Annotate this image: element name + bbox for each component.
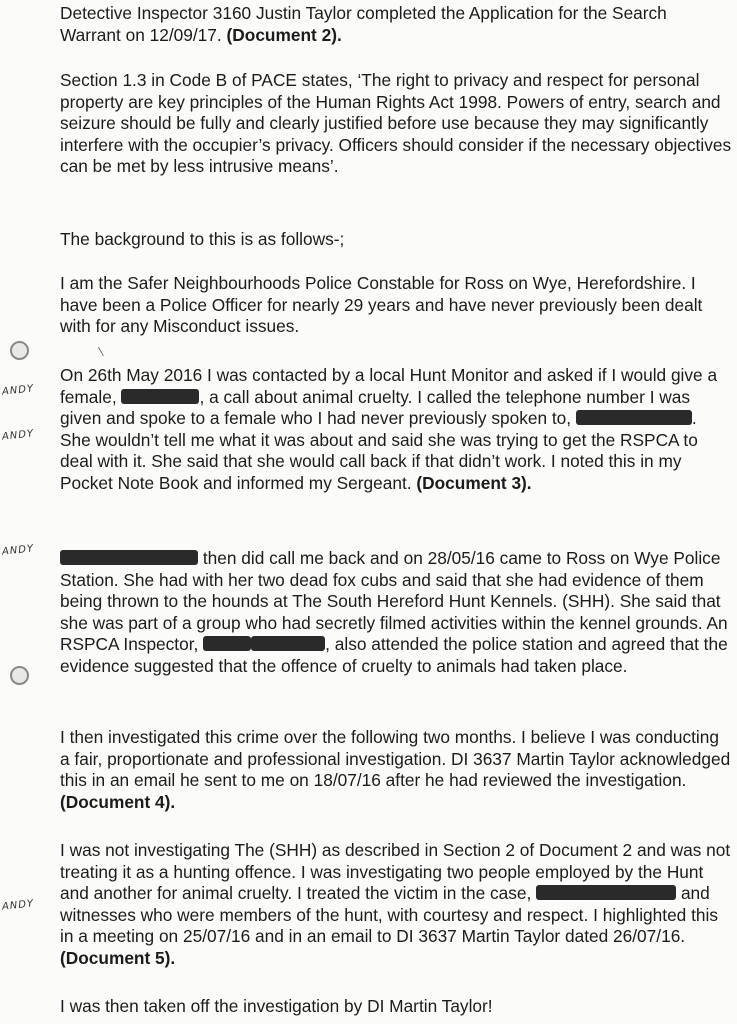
punch-hole-icon <box>10 666 29 685</box>
paragraph-text: , a call about animal cruelty. I called the telephone number I was given and spoke to a female who I had never previously spoken to, <box>60 386 691 428</box>
paragraph-taken-off <box>60 996 732 1018</box>
redaction-mark <box>576 410 692 425</box>
paragraph-text: . She wouldn’t tell me what it was about and said she was trying to get the RSPCA to deal with it. She said that she would call back if that didn’t work. I noted this in my Pocket Note Book and informed my Sergeant. <box>60 408 698 493</box>
paragraph-officer-intro <box>60 273 732 338</box>
document-reference: (Document 3). <box>416 472 532 493</box>
paragraph-text: On 26th May 2016 I was contacted by a local Hunt Monitor and asked if I would give a female, <box>60 365 718 407</box>
redaction-mark <box>203 636 251 651</box>
redaction-mark <box>536 885 676 900</box>
paragraph-text: I then investigated this crime over the following two months. I believe I was conducting a fair, proportionate and professional investigation. DI 3637 Martin Taylor acknowledged this in an email he sent to me on 18/07/16 after he had reviewed the investigation. <box>60 727 731 790</box>
paragraph-text: Section 1.3 in Code B of PACE states, ‘The right to privacy and respect for personal property are key principles of the Human Rights Act 1998. Powers of entry, search and seizure should be fully and clearly justified before use because they may significantly interfere with the occupier’s privacy. Officers should consider if the necessary objectives can be met by less intrusive means’. <box>60 70 732 176</box>
margin-annotation: ANDY <box>1 428 35 443</box>
margin-annotation: ANDY <box>1 383 35 398</box>
paragraph-investigation <box>60 727 732 813</box>
paragraph-text: then did call me back and on 28/05/16 came to Ross on Wye Police Station. She had with her two dead fox cubs and said that she had evidence of them being thrown to the hounds at The South Hereford Hunt Kennels. (SHH). She said that she was part of a group who had secretly filmed activities within the kennel grounds. An RSPCA Inspector, <box>60 548 728 654</box>
paragraph-text: The background to this is as follows-; <box>60 229 345 249</box>
paragraph-text: Detective Inspector 3160 Justin Taylor completed the Application for the Search Warrant on 12/09/17. <box>60 3 667 45</box>
margin-annotation: ANDY <box>1 543 35 558</box>
redaction-mark <box>251 636 325 651</box>
pen-mark-icon <box>98 344 109 356</box>
document-reference: (Document 4). <box>60 791 176 812</box>
punch-hole-icon <box>10 341 29 360</box>
paragraph-text: , also attended the police station and agreed that the evidence suggested that the offence of cruelty to animals had taken place. <box>60 634 728 676</box>
paragraph-text: I am the Safer Neighbourhoods Police Constable for Ross on Wye, Herefordshire. I have been a Police Officer for nearly 29 years and have never previously been dealt with for any Misconduct issues. <box>60 273 703 336</box>
document-reference: (Document 2). <box>226 24 342 45</box>
paragraph-search-warrant <box>60 3 732 46</box>
paragraph-background <box>60 229 732 251</box>
paragraph-pace-code <box>60 70 732 178</box>
redaction-mark <box>60 550 198 565</box>
redaction-mark <box>121 389 199 404</box>
paragraph-fox-cubs <box>60 548 732 677</box>
paragraph-first-contact <box>60 365 732 494</box>
paragraph-text: and witnesses who were members of the hunt, with courtesy and respect. I highlighted this in a meeting on 25/07/16 and in an email to DI 3637 Martin Taylor dated 26/07/16. <box>60 883 718 946</box>
paragraph-text: I was not investigating The (SHH) as described in Section 2 of Document 2 and was not treating it as a hunting offence. I was investigating two people employed by the Hunt and another for animal cruelty. I treated the victim in the case, <box>60 840 731 903</box>
document-reference: (Document 5). <box>60 947 176 968</box>
margin-annotation: ANDY <box>1 898 35 913</box>
paragraph-text: I was then taken off the investigation by DI Martin Taylor! <box>60 996 493 1016</box>
paragraph-not-hunting <box>60 840 732 969</box>
